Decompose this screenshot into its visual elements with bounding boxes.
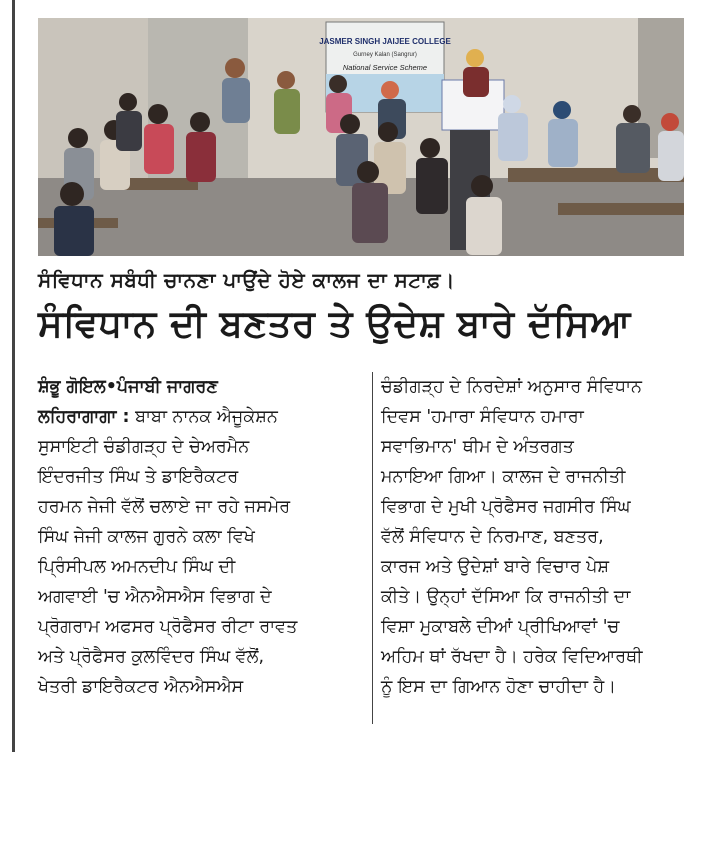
byline: ਸ਼ੰਭੂ ਗੋਇਲ•ਪੰਜਾਬੀ ਜਾਗਰਣ bbox=[38, 377, 218, 397]
body-line: ਨੂੰ ਇਸ ਦਾ ਗਿਆਨ ਹੋਣਾ ਚਾਹੀਦਾ ਹੈ। bbox=[381, 677, 617, 697]
photo-caption: ਸੰਵਿਧਾਨ ਸਬੰਧੀ ਚਾਨਣਾ ਪਾਉਂਦੇ ਹੋਏ ਕਾਲਜ ਦਾ ਸਟਾਫ਼। bbox=[38, 268, 455, 292]
first-line bbox=[38, 402, 356, 432]
page-edge-rule bbox=[12, 0, 15, 752]
body-line: ਪ੍ਰਿੰਸੀਪਲ ਅਮਨਦੀਪ ਸਿੰਘ ਦੀ bbox=[38, 557, 236, 577]
headline: ਸੰਵਿਧਾਨ ਦੀ ਬਣਤਰ ਤੇ ਉਦੇਸ਼ ਬਾਰੇ ਦੱਸਿਆ bbox=[38, 302, 631, 345]
body-line: ਕੀਤੇ। ਉਨ੍ਹਾਂ ਦੱਸਿਆ ਕਿ ਰਾਜਨੀਤੀ ਦਾ bbox=[381, 587, 631, 607]
body-line: ਪ੍ਰੋਗਰਾਮ ਅਫਸਰ ਪ੍ਰੋਫੈਸਰ ਰੀਟਾ ਰਾਵਤ bbox=[38, 617, 298, 637]
body-line: ਵਿਸ਼ਾ ਮੁਕਾਬਲੇ ਦੀਆਂ ਪ੍ਰੀਖਿਆਵਾਂ 'ਚ bbox=[381, 617, 620, 637]
body-line: ਅਹਿਮ ਥਾਂ ਰੱਖਦਾ ਹੈ। ਹਰੇਕ ਵਿਦਿਆਰਥੀ bbox=[381, 647, 643, 667]
body-line: ਹਰਮਨ ਜੇਜੀ ਵੱਲੋਂ ਚਲਾਏ ਜਾ ਰਹੇ ਜਸਮੇਰ bbox=[38, 497, 291, 517]
body-line: ਇੰਦਰਜੀਤ ਸਿੰਘ ਤੇ ਡਾਇਰੈਕਟਰ bbox=[38, 467, 239, 487]
news-photo bbox=[38, 18, 684, 256]
article-column-left bbox=[38, 372, 356, 702]
body-line: ਵਿਭਾਗ ਦੇ ਮੁਖੀ ਪ੍ਰੋਫੈਸਰ ਜਗਸੀਰ ਸਿੰਘ bbox=[381, 497, 631, 517]
article-column-right bbox=[372, 372, 693, 724]
body-line: ਵੱਲੋਂ ਸੰਵਿਧਾਨ ਦੇ ਨਿਰਮਾਣ, ਬਣਤਰ, bbox=[381, 527, 604, 547]
body-line: ਸਵਾਭਿਮਾਨ' ਥੀਮ ਦੇ ਅੰਤਰਗਤ bbox=[381, 437, 574, 457]
body-line: ਅਗਵਾਈ 'ਚ ਐਨਐਸਐਸ ਵਿਭਾਗ ਦੇ bbox=[38, 587, 272, 607]
body-line: ਕਾਰਜ ਅਤੇ ਉਦੇਸ਼ਾਂ ਬਾਰੇ ਵਿਚਾਰ ਪੇਸ਼ bbox=[381, 557, 610, 577]
body-line: ਚੰਡੀਗੜ੍ਹ ਦੇ ਨਿਰਦੇਸ਼ਾਂ ਅਨੁਸਾਰ ਸੰਵਿਧਾਨ bbox=[381, 377, 642, 397]
body-line: ਬਾਬਾ ਨਾਨਕ ਐਜੂਕੇਸ਼ਨ bbox=[135, 407, 278, 427]
body-line: ਦਿਵਸ 'ਹਮਾਰਾ ਸੰਵਿਧਾਨ ਹਮਾਰਾ bbox=[381, 407, 584, 427]
banner-location: Gurney Kalan (Sangrur) bbox=[353, 52, 417, 58]
body-line: ਖੇਤਰੀ ਡਾਇਰੈਕਟਰ ਐਨਐਸਐਸ bbox=[38, 677, 244, 697]
banner-scheme: National Service Scheme bbox=[342, 63, 428, 72]
body-line: ਅਤੇ ਪ੍ਰੋਫੈਸਰ ਕੁਲਵਿੰਦਰ ਸਿੰਘ ਵੱਲੋਂ, bbox=[38, 647, 265, 667]
body-line: ਸਿੰਘ ਜੇਜੀ ਕਾਲਜ ਗੁਰਨੇ ਕਲਾ ਵਿਖੇ bbox=[38, 527, 255, 547]
banner-college: JASMER SINGH JAIJEE COLLEGE bbox=[319, 37, 451, 46]
dateline: ਲਹਿਰਾਗਾਗਾ : bbox=[38, 407, 130, 427]
body-line: ਸੁਸਾਇਟੀ ਚੰਡੀਗੜ੍ਹ ਦੇ ਚੇਅਰਮੈਨ bbox=[38, 437, 250, 457]
body-line: ਮਨਾਇਆ ਗਿਆ। ਕਾਲਜ ਦੇ ਰਾਜਨੀਤੀ bbox=[381, 467, 626, 487]
